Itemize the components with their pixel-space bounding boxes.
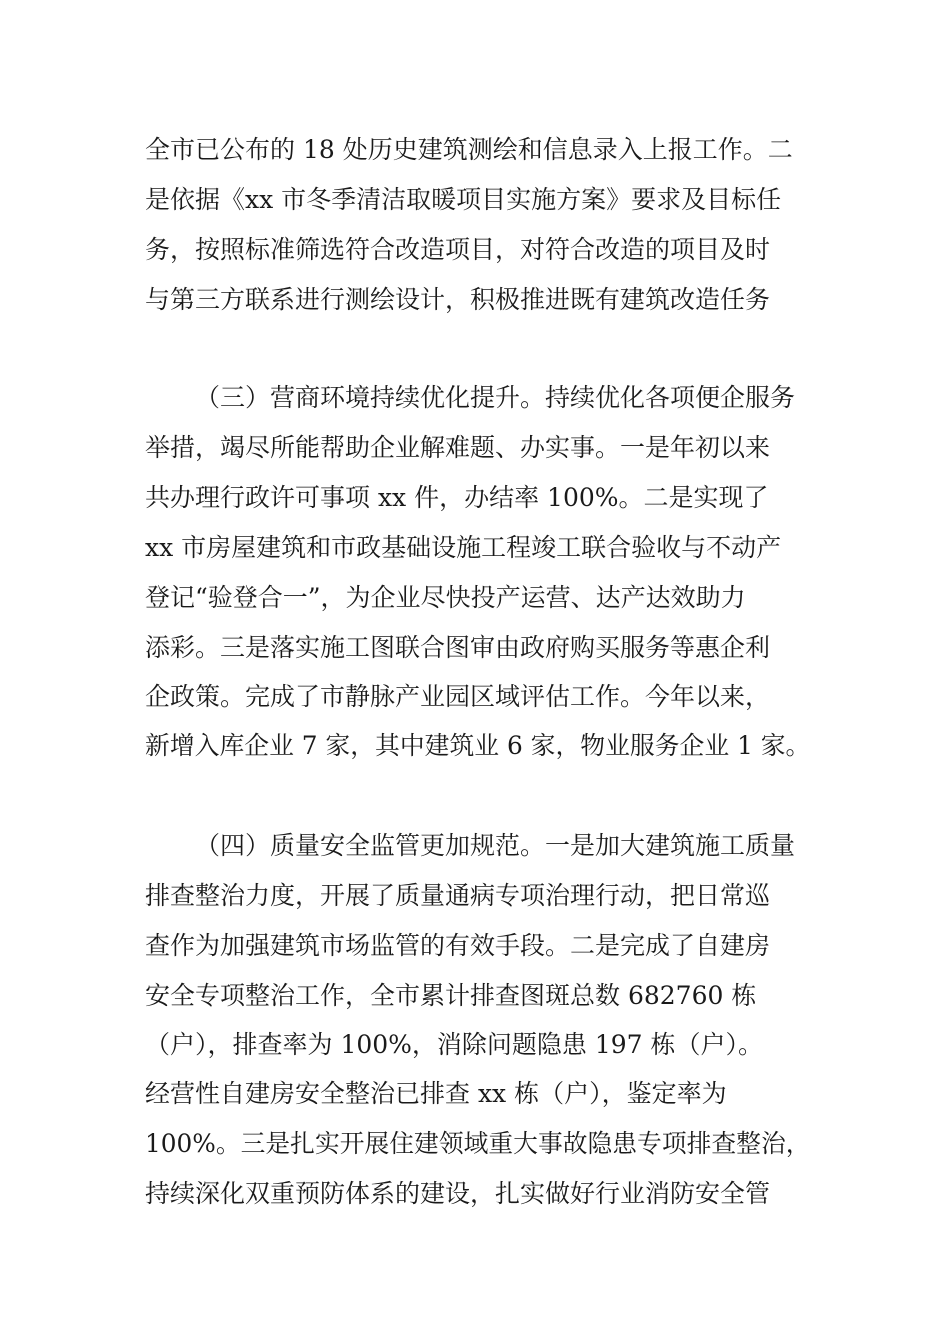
text-line: 登记“验登合一”，为企业尽快投产运营、达产达效助力 xyxy=(145,583,746,612)
text-line: 安全专项整治工作，全市累计排查图斑总数 682760 栋 xyxy=(145,981,757,1010)
text-line: 持续深化双重预防体系的建设，扎实做好行业消防安全管 xyxy=(145,1179,771,1208)
text-line: （三）营商环境持续优化提升。持续优化各项便企服务 xyxy=(195,383,796,412)
text-line: 全市已公布的 18 处历史建筑测绘和信息录入上报工作。二 xyxy=(145,135,793,164)
text-line: 与第三方联系进行测绘设计，积极推进既有建筑改造任务 xyxy=(145,285,771,314)
text-line: 举措，竭尽所能帮助企业解难题、办实事。一是年初以来 xyxy=(145,433,771,462)
text-line: 添彩。三是落实施工图联合图审由政府购买服务等惠企利 xyxy=(145,633,771,662)
text-line: 100%。三是扎实开展住建领域重大事故隐患专项排查整治， xyxy=(145,1129,811,1158)
text-line: （户），排查率为 100%，消除问题隐患 197 栋（户）。 xyxy=(145,1030,764,1059)
text-line: （四）质量安全监管更加规范。一是加大建筑施工质量 xyxy=(195,831,796,860)
text-line: 查作为加强建筑市场监管的有效手段。二是完成了自建房 xyxy=(145,931,771,960)
text-line: xx 市房屋建筑和市政基础设施工程竣工联合验收与不动产 xyxy=(145,533,782,562)
text-line: 经营性自建房安全整治已排查 xx 栋（户），鉴定率为 xyxy=(145,1079,727,1108)
text-line: 是依据《xx 市冬季清洁取暖项目实施方案》要求及目标任 xyxy=(145,185,782,214)
text-line: 企政策。完成了市静脉产业园区域评估工作。今年以来， xyxy=(145,682,771,711)
text-line: 排查整治力度，开展了质量通病专项治理行动，把日常巡 xyxy=(145,881,771,910)
text-line: 务，按照标准筛选符合改造项目，对符合改造的项目及时 xyxy=(145,235,771,264)
text-line: 新增入库企业 7 家，其中建筑业 6 家，物业服务企业 1 家。 xyxy=(145,731,811,760)
text-line: 共办理行政许可事项 xx 件，办结率 100%。二是实现了 xyxy=(145,483,769,512)
